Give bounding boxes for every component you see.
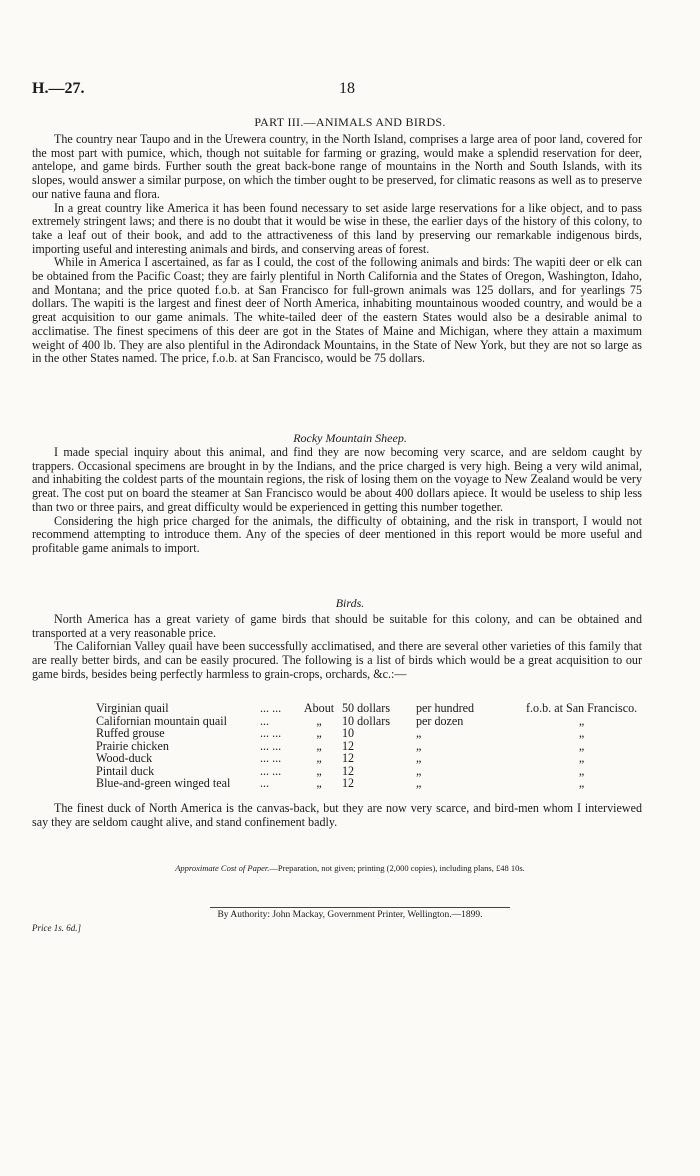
table-row — [96, 777, 637, 790]
paragraph: The finest duck of North America is the canvas-back, but they are now very scarce, and bird-men whom I interviewed say they are seldom caught alive, and stand confinement badly. — [32, 801, 642, 829]
price-cell: 50 dollars — [342, 701, 391, 715]
table-row — [96, 727, 637, 740]
price-cell: 10 — [342, 726, 355, 740]
about-cell: „ — [316, 751, 322, 765]
unit-cell: „ — [416, 751, 422, 765]
bird-name-cell: Prairie chicken — [96, 738, 169, 753]
price-note: Price 1s. 6d.] — [32, 923, 81, 933]
bird-price-table — [96, 702, 637, 790]
document-reference: H.—27. — [32, 80, 85, 97]
leader-dots-cell: ... ... — [260, 751, 282, 765]
birds-section — [32, 613, 642, 682]
table-row — [96, 752, 637, 765]
about-cell: About — [303, 701, 335, 715]
terms-cell: „ — [578, 738, 585, 753]
terms-cell: f.o.b. at San Francisco. — [526, 701, 638, 715]
bird-name-cell: Ruffed grouse — [96, 726, 165, 740]
leader-dots-cell: ... — [260, 776, 270, 790]
unit-cell: „ — [416, 738, 422, 753]
bird-name-cell: Pintail duck — [96, 763, 155, 778]
cost-label: Approximate Cost of Paper. — [175, 863, 270, 873]
paragraph: North America has a great variety of game birds that should be suitable for this colony, and can be obtained and transported at a very reasonable price. — [32, 612, 642, 640]
terms-cell: „ — [578, 776, 585, 790]
unit-cell: per hundred — [416, 701, 475, 715]
leader-dots-cell: ... ... — [260, 701, 282, 715]
terms-cell: „ — [578, 751, 585, 765]
bird-name-cell: Californian mountain quail — [96, 713, 227, 728]
about-cell: „ — [316, 738, 322, 753]
terms-cell: „ — [578, 713, 585, 728]
closing-section — [32, 802, 642, 829]
part-title: PART III.—ANIMALS AND BIRDS. — [254, 115, 446, 129]
bird-name-cell: Virginian quail — [96, 701, 169, 715]
about-cell: „ — [316, 713, 322, 728]
paragraph: I made special inquiry about this animal, and find they are now becoming very scarce, and are seldom caught by trappers. Occasional specimens are brought in by the Indians, and the price charged is very high. Being a very wild animal, and inhabiting the coldest parts of the mountain regions, the risk of losing them on the voyage to New Zealand would be very great. The cost put on board the steamer at San Francisco would be about 400 dollars apiece. It would be useless to ship less than two or three pairs, and great difficulty would be experienced in getting this number together. — [32, 445, 642, 514]
intro-section — [32, 133, 642, 366]
paragraph: Considering the high price charged for the animals, the difficulty of obtaining, and the risk in transport, I would not recommend attempting to introduce them. Any of the species of deer mentioned in this report would be more useful and profitable game animals to import. — [32, 513, 642, 555]
leader-dots-cell: ... — [260, 713, 270, 728]
paragraph: The country near Taupo and in the Urewera country, in the North Island, comprises a large area of poor land, covered for the most part with pumice, which, though not suitable for farming or grazing, would make a splendid reservation for deer, antelope, and game birds. Further south the great back-bone range of mountains in the North and South Islands, with its slopes, would answer a similar purpose, on which the timber ought to be preserved, for climatic reasons as well as to preserve our native fauna and flora. — [32, 132, 642, 201]
subheading-rocky-mountain-sheep: Rocky Mountain Sheep. — [293, 431, 407, 445]
unit-cell: „ — [416, 763, 422, 778]
unit-cell: „ — [416, 776, 422, 790]
unit-cell: per dozen — [416, 713, 464, 728]
price-cell: 12 — [342, 751, 355, 765]
paragraph: While in America I ascertained, as far as I could, the cost of the following animals and birds: The wapiti deer or elk can be obtained from the Pacific Coast; they are fairly plentiful in North California and the States of Oregon, Washington, Idaho, and Montana; and the price quoted f.o.b. at San Francisco for full-grown animals was 125 dollars, and for yearlings 75 dollars. The wapiti is the largest and finest deer of North America, inhabiting mountainous wooded country, and would be a great acquisition to our game animals. The white-tailed deer of the eastern States would also be a desirable animal to acclimatise. The finest specimens of this deer are got in the States of Maine and Michigan, where they attain a maximum weight of 400 lb. They are also plentiful in the Adirondack Mountains, in the State of New York, but they are not so large as in the other States named. The price, f.o.b. at San Francisco, would be 75 dollars. — [32, 255, 642, 366]
leader-dots-cell: ... ... — [260, 738, 282, 753]
divider — [210, 907, 510, 908]
leader-dots-cell: ... ... — [260, 763, 282, 778]
subheading-birds: Birds. — [335, 596, 365, 610]
about-cell: „ — [316, 763, 322, 778]
table-row — [96, 702, 637, 715]
terms-cell: „ — [578, 763, 585, 778]
authority-line: By Authority: John Mackay, Government Printer, Wellington.—1899. — [217, 910, 483, 920]
leader-dots-cell: ... ... — [260, 726, 282, 740]
page-number: 18 — [339, 80, 355, 97]
paragraph: The Californian Valley quail have been successfully acclimatised, and there are several other varieties of this family that are really better birds, and can be easily procured. The following is a list of birds which would be a great acquisition to our game birds, besides being perfectly harmless to grain-crops, orchards, &c.:— — [32, 639, 642, 681]
terms-cell: „ — [578, 726, 585, 740]
about-cell: „ — [316, 726, 322, 740]
paragraph: In a great country like America it has been found necessary to set aside large reservations for a like object, and to pass extremely stringent laws; and there is no doubt that it would be wise in these, the earlier days of the history of this colony, to take a leaf out of their book, and add to the attractiveness of this land by preserving our remarkable indigenous birds, importing useful and interesting animals and birds, and conserving areas of forest. — [32, 200, 642, 256]
cost-text: —Preparation, not given; printing (2,000 copies), including plans, £48 10s. — [269, 863, 525, 873]
unit-cell: „ — [416, 726, 422, 740]
cost-note — [0, 863, 700, 873]
table-row — [96, 740, 637, 753]
price-cell: 12 — [342, 776, 355, 790]
table-row — [96, 715, 637, 728]
about-cell: „ — [316, 776, 322, 790]
bird-name-cell: Blue-and-green winged teal — [96, 776, 231, 790]
price-cell: 12 — [342, 763, 355, 778]
bird-name-cell: Wood-duck — [96, 751, 153, 765]
price-cell: 12 — [342, 738, 355, 753]
price-cell: 10 dollars — [342, 713, 391, 728]
sheep-section — [32, 446, 642, 556]
